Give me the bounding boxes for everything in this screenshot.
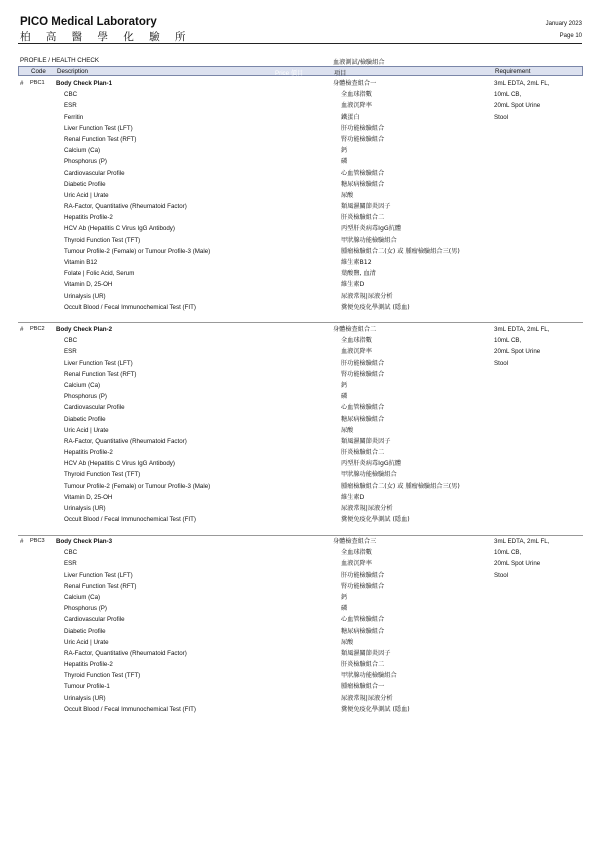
test-name: Thyroid Function Test (TFT) <box>64 236 141 244</box>
test-row <box>18 302 583 313</box>
test-name: Tumour Profile-2 (Female) or Tumour Profile-3 (Male) <box>64 247 211 255</box>
header-divider <box>18 43 582 44</box>
test-row <box>18 145 583 156</box>
test-row <box>18 179 583 190</box>
plan-code: PBC3 <box>30 538 45 544</box>
test-row <box>18 246 583 257</box>
test-name: CBC <box>64 337 78 345</box>
plan-code: PBC1 <box>30 80 45 86</box>
test-row <box>18 603 583 614</box>
test-name: Occult Blood / Fecal Immunochemical Test (FIT) <box>64 516 196 524</box>
specimen-requirement: Stool <box>494 113 509 121</box>
test-name-chinese: 葉酸鹽, 血清 <box>341 270 376 278</box>
specimen-requirement: 10mL CB, <box>494 549 522 557</box>
test-row <box>18 481 583 492</box>
test-name: Uric Acid | Urate <box>64 638 109 646</box>
test-row <box>18 369 583 380</box>
plan-block <box>18 324 583 525</box>
test-row <box>18 291 583 302</box>
test-name: Liver Function Test (LFT) <box>64 571 133 579</box>
specimen-requirement: 3mL EDTA, 2mL FL, <box>494 80 550 87</box>
test-row <box>18 693 583 704</box>
test-name-chinese: 糖尿病檢驗組合 <box>341 415 385 423</box>
test-row <box>18 659 583 670</box>
test-name-chinese: 心血管檢驗組合 <box>341 616 385 624</box>
test-name: Urinalysis (UR) <box>64 694 106 702</box>
test-name-chinese: 尿液常規|尿液分析 <box>341 505 393 512</box>
plan-title-chinese: 身體檢查組合一 <box>333 80 377 87</box>
test-name: Uric Acid | Urate <box>64 426 109 434</box>
specimen-requirement: 10mL CB, <box>494 91 522 99</box>
test-row <box>18 648 583 659</box>
test-name-chinese: 尿液常規|尿液分析 <box>341 292 393 300</box>
plan-title-chinese: 身體檢查組合三 <box>333 538 377 545</box>
column-header-bar <box>18 66 583 76</box>
plan-code: PBC2 <box>30 326 45 332</box>
test-row <box>18 279 583 290</box>
test-row <box>18 637 583 648</box>
test-name-chinese: 鈣 <box>341 381 348 389</box>
specimen-requirement: Stool <box>494 571 509 579</box>
test-name: RA-Factor, Quantitative (Rheumatoid Factor) <box>64 649 187 657</box>
test-row <box>18 134 583 145</box>
specimen-requirement: 3mL EDTA, 2mL FL, <box>494 326 550 333</box>
test-name: Calcium (Ca) <box>64 147 101 155</box>
specimen-requirement: 20mL Spot Urine <box>494 560 541 568</box>
test-name-chinese: 血液沉降率 <box>341 560 372 568</box>
test-row <box>18 212 583 223</box>
test-row <box>18 626 583 637</box>
test-name-chinese: 維生素B12 <box>341 259 372 266</box>
column-requirement: Requirement <box>495 68 531 75</box>
plan-title-chinese: 身體檢查組合二 <box>333 326 377 333</box>
test-row <box>18 358 583 369</box>
test-name-chinese: 腎功能檢驗組合 <box>341 370 385 378</box>
column-item: 項目 <box>334 70 347 77</box>
test-name-chinese: 維生素D <box>341 493 365 501</box>
test-name: Phosphorus (P) <box>64 605 107 613</box>
document-date: January 2023 <box>545 21 582 27</box>
test-row <box>18 235 583 246</box>
test-name: Diabetic Profile <box>64 180 106 188</box>
test-name: Diabetic Profile <box>64 627 106 635</box>
test-name: Cardiovascular Profile <box>64 404 125 412</box>
test-name-chinese: 類風濕關節炎因子 <box>341 437 391 445</box>
test-row <box>18 201 583 212</box>
test-row <box>18 425 583 436</box>
section-title: PROFILE / HEALTH CHECK <box>20 57 99 64</box>
test-name: Thyroid Function Test (TFT) <box>64 672 141 680</box>
test-row <box>18 380 583 391</box>
test-name: Thyroid Function Test (TFT) <box>64 471 141 479</box>
test-name-chinese: 尿酸 <box>341 426 354 434</box>
test-name-chinese: 尿酸 <box>341 638 354 646</box>
test-row <box>18 558 583 569</box>
test-name-chinese: 尿酸 <box>341 191 354 199</box>
test-name-chinese: 鈣 <box>341 593 348 601</box>
test-name: Liver Function Test (LFT) <box>64 124 133 132</box>
test-name: Urinalysis (UR) <box>64 505 106 512</box>
test-name: Phosphorus (P) <box>64 393 107 401</box>
test-row <box>18 335 583 346</box>
test-row <box>18 547 583 558</box>
test-name-chinese: 糞便免疫化學測試 (隱血) <box>341 303 410 311</box>
test-name-chinese: 全血球指數 <box>341 549 372 557</box>
test-row <box>18 570 583 581</box>
specimen-requirement: Stool <box>494 359 509 367</box>
test-name-chinese: 甲狀腺功能檢驗組合 <box>341 672 397 680</box>
column-description: Description <box>57 68 88 75</box>
test-name: Renal Function Test (RFT) <box>64 582 137 590</box>
test-row <box>18 268 583 279</box>
column-price: Price 價目 <box>275 70 304 77</box>
test-name: Renal Function Test (RFT) <box>64 370 137 378</box>
test-row <box>18 581 583 592</box>
test-name-chinese: 糖尿病檢驗組合 <box>341 180 385 188</box>
test-name: Liver Function Test (LFT) <box>64 359 133 367</box>
test-name-chinese: 肝功能檢驗組合 <box>341 359 385 367</box>
test-row <box>18 414 583 425</box>
test-row <box>18 112 583 123</box>
test-row <box>18 346 583 357</box>
test-name-chinese: 糞便免疫化學測試 (隱血) <box>341 705 410 713</box>
test-row <box>18 614 583 625</box>
test-row <box>18 670 583 681</box>
test-name: Tumour Profile-1 <box>64 683 110 691</box>
test-row <box>18 168 583 179</box>
test-name-chinese: 磷 <box>341 393 348 401</box>
test-name: CBC <box>64 91 78 99</box>
test-name-chinese: 腫瘤檢驗組合一 <box>341 683 385 691</box>
test-name-chinese: 腫瘤檢驗組合二(女) 或 腫瘤檢驗組合三(男) <box>341 247 460 255</box>
test-name: ESR <box>64 560 77 568</box>
test-name: Tumour Profile-2 (Female) or Tumour Profile-3 (Male) <box>64 482 211 490</box>
test-row <box>18 458 583 469</box>
test-name-chinese: 甲狀腺功能檢驗組合 <box>341 471 397 479</box>
test-name: Calcium (Ca) <box>64 381 101 389</box>
test-name-chinese: 全血球指數 <box>341 337 372 345</box>
test-name-chinese: 類風濕關節炎因子 <box>341 203 391 211</box>
specimen-requirement: 20mL Spot Urine <box>494 102 541 110</box>
plan-title: Body Check Plan-2 <box>56 326 113 333</box>
test-name: Hepatitis Profile-2 <box>64 661 113 669</box>
test-name: CBC <box>64 549 78 557</box>
test-name: Vitamin D, 25-OH <box>64 493 113 501</box>
test-name: Diabetic Profile <box>64 415 106 423</box>
test-name-chinese: 鈣 <box>341 147 348 155</box>
test-row <box>18 681 583 692</box>
page-number: Page 10 <box>559 33 582 39</box>
test-name: Folate | Folic Acid, Serum <box>64 270 135 278</box>
test-name: Vitamin B12 <box>64 259 98 266</box>
plan-title: Body Check Plan-1 <box>56 80 113 87</box>
test-row <box>18 190 583 201</box>
test-row <box>18 503 583 514</box>
section-title-chinese: 血液測試/檢驗組合 <box>333 59 385 66</box>
plan-marker: # <box>20 538 24 545</box>
test-name: Ferritin <box>64 113 84 121</box>
test-name: Vitamin D, 25-OH <box>64 281 113 289</box>
test-row <box>18 257 583 268</box>
plan-title-row <box>18 324 583 335</box>
test-row <box>18 447 583 458</box>
test-name-chinese: 心血管檢驗組合 <box>341 404 385 412</box>
test-name-chinese: 全血球指數 <box>341 91 372 99</box>
test-name-chinese: 肝炎檢驗組合二 <box>341 449 385 457</box>
test-row <box>18 514 583 525</box>
test-name: ESR <box>64 102 77 110</box>
plan-title: Body Check Plan-3 <box>56 538 113 545</box>
lab-name-chinese: 柏 高 醫 學 化 驗 所 <box>20 31 192 43</box>
test-row <box>18 123 583 134</box>
test-name-chinese: 糖尿病檢驗組合 <box>341 627 385 635</box>
test-name-chinese: 類風濕關節炎因子 <box>341 649 391 657</box>
test-name: RA-Factor, Quantitative (Rheumatoid Factor) <box>64 203 187 211</box>
test-row <box>18 156 583 167</box>
test-name-chinese: 磷 <box>341 158 348 166</box>
test-row <box>18 469 583 480</box>
plan-divider <box>18 322 583 323</box>
plan-title-row <box>18 536 583 547</box>
plan-marker: # <box>20 80 24 87</box>
test-name: Cardiovascular Profile <box>64 616 125 624</box>
test-name-chinese: 肝功能檢驗組合 <box>341 124 385 132</box>
column-code: Code <box>31 68 46 75</box>
specimen-requirement: 20mL Spot Urine <box>494 348 541 356</box>
test-name-chinese: 心血管檢驗組合 <box>341 169 385 177</box>
test-row <box>18 223 583 234</box>
test-name-chinese: 腎功能檢驗組合 <box>341 135 385 143</box>
test-row <box>18 704 583 715</box>
test-name-chinese: 腎功能檢驗組合 <box>341 582 385 590</box>
test-name: HCV Ab (Hepatitis C Virus IgG Antibody) <box>64 460 175 468</box>
test-name: Hepatitis Profile-2 <box>64 449 113 457</box>
test-name: Occult Blood / Fecal Immunochemical Test (FIT) <box>64 303 196 311</box>
test-name-chinese: 腫瘤檢驗組合二(女) 或 腫瘤檢驗組合三(男) <box>341 482 460 490</box>
test-name-chinese: 肝功能檢驗組合 <box>341 571 385 579</box>
test-name-chinese: 丙型肝炎病毒IgG抗體 <box>341 225 402 233</box>
test-name-chinese: 磷 <box>341 605 348 613</box>
test-name: Calcium (Ca) <box>64 593 101 601</box>
test-name-chinese: 甲狀腺功能檢驗組合 <box>341 236 397 244</box>
lab-name: PICO Medical Laboratory <box>20 16 157 28</box>
test-name: Cardiovascular Profile <box>64 169 125 177</box>
test-name: HCV Ab (Hepatitis C Virus IgG Antibody) <box>64 225 175 233</box>
test-name-chinese: 肝炎檢驗組合二 <box>341 661 385 669</box>
test-row <box>18 89 583 100</box>
test-name: Hepatitis Profile-2 <box>64 214 113 222</box>
plan-block <box>18 78 583 313</box>
test-name: Urinalysis (UR) <box>64 292 106 300</box>
test-name: Renal Function Test (RFT) <box>64 135 137 143</box>
test-row <box>18 592 583 603</box>
test-row <box>18 436 583 447</box>
test-name-chinese: 糞便免疫化學測試 (隱血) <box>341 516 410 524</box>
test-name-chinese: 血液沉降率 <box>341 102 372 110</box>
test-row <box>18 391 583 402</box>
test-name: Phosphorus (P) <box>64 158 107 166</box>
test-row <box>18 100 583 111</box>
plan-title-row <box>18 78 583 89</box>
test-name: Occult Blood / Fecal Immunochemical Test (FIT) <box>64 705 196 713</box>
test-name-chinese: 肝炎檢驗組合二 <box>341 214 385 222</box>
test-name-chinese: 維生素D <box>341 281 365 289</box>
specimen-requirement: 3mL EDTA, 2mL FL, <box>494 538 550 545</box>
test-name-chinese: 丙型肝炎病毒IgG抗體 <box>341 460 402 468</box>
specimen-requirement: 10mL CB, <box>494 337 522 345</box>
test-name: RA-Factor, Quantitative (Rheumatoid Factor) <box>64 437 187 445</box>
test-name: ESR <box>64 348 77 356</box>
test-row <box>18 492 583 503</box>
test-row <box>18 402 583 413</box>
test-name-chinese: 尿液常規|尿液分析 <box>341 694 393 702</box>
test-name-chinese: 鐵蛋白 <box>341 113 360 121</box>
plan-marker: # <box>20 326 24 333</box>
plan-block <box>18 536 583 715</box>
test-name: Uric Acid | Urate <box>64 191 109 199</box>
test-name-chinese: 血液沉降率 <box>341 348 372 356</box>
